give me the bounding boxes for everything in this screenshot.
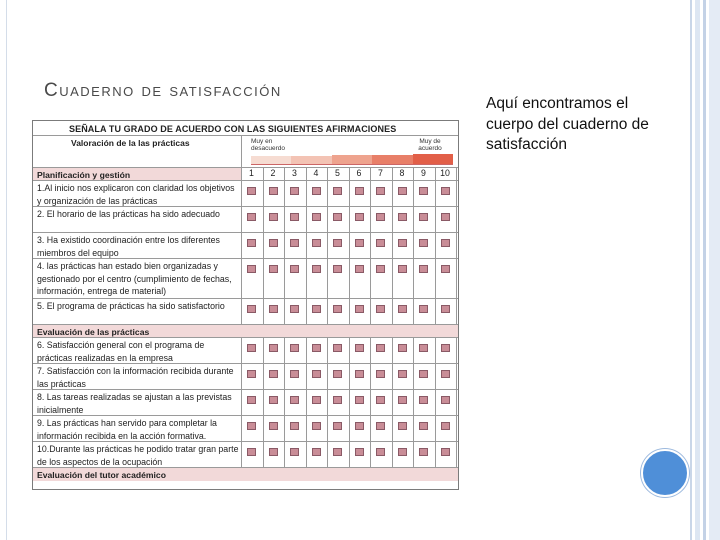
column-divider: [241, 233, 242, 259]
column-divider: [413, 364, 414, 390]
rating-checkbox[interactable]: [269, 213, 278, 221]
question-text: 3. Ha existido coordinación entre los diferentes miembros del equipo: [37, 235, 220, 258]
column-divider: [327, 416, 328, 442]
column-divider: [241, 390, 242, 416]
scale-low-label: Muy en desacuerdo: [251, 138, 285, 152]
column-divider: [241, 299, 242, 325]
rating-checkbox[interactable]: [247, 213, 256, 221]
column-divider: [241, 181, 242, 207]
decorative-stripe: [695, 0, 700, 540]
rating-checkbox[interactable]: [247, 370, 256, 378]
rating-checkbox[interactable]: [441, 239, 450, 247]
column-divider: [306, 442, 307, 468]
rating-checkbox[interactable]: [269, 265, 278, 273]
column-divider: [413, 338, 414, 364]
column-divider: [370, 338, 371, 364]
rating-checkbox[interactable]: [441, 344, 450, 352]
column-divider: [392, 299, 393, 325]
rating-checkbox[interactable]: [441, 187, 450, 195]
survey-header-title: SEÑALA TU GRADO DE ACUERDO CON LAS SIGUIENTES AFIRMACIONES: [69, 124, 397, 134]
section-header-row: [33, 324, 458, 338]
survey-question-row: [33, 363, 458, 390]
rating-checkbox[interactable]: [333, 187, 342, 195]
column-divider: [370, 299, 371, 325]
rating-checkbox[interactable]: [441, 422, 450, 430]
rating-checkbox[interactable]: [398, 305, 407, 313]
rating-checkbox[interactable]: [290, 239, 299, 247]
rating-checkbox[interactable]: [333, 344, 342, 352]
column-divider: [263, 259, 264, 299]
column-divider: [435, 233, 436, 259]
column-divider: [241, 338, 242, 364]
survey-subheader: Valoración de la las prácticas: [71, 138, 190, 148]
rating-checkbox[interactable]: [419, 344, 428, 352]
rating-checkbox[interactable]: [269, 187, 278, 195]
section-header-row: [33, 467, 458, 481]
rating-checkbox[interactable]: [376, 370, 385, 378]
rating-checkbox[interactable]: [312, 422, 321, 430]
scale-number: 7: [378, 168, 383, 178]
column-divider: [241, 207, 242, 233]
scale-gradient-step: [332, 155, 373, 164]
rating-checkbox[interactable]: [355, 344, 364, 352]
rating-checkbox[interactable]: [333, 422, 342, 430]
rating-checkbox[interactable]: [419, 265, 428, 273]
column-divider: [435, 338, 436, 364]
column-divider: [241, 442, 242, 468]
scale-number: 2: [270, 168, 276, 178]
rating-checkbox[interactable]: [247, 448, 256, 456]
column-divider: [327, 259, 328, 299]
column-divider: [370, 364, 371, 390]
column-divider: [435, 259, 436, 299]
scale-high-label: Muy de acuerdo: [418, 138, 442, 152]
scale-gradient-step: [413, 154, 454, 164]
column-divider: [306, 207, 307, 233]
rating-checkbox[interactable]: [419, 370, 428, 378]
rating-checkbox[interactable]: [419, 305, 428, 313]
decorative-stripe: [703, 0, 706, 540]
column-divider: [241, 416, 242, 442]
column-divider: [392, 390, 393, 416]
satisfaction-survey-form: [32, 120, 459, 490]
rating-checkbox[interactable]: [419, 239, 428, 247]
column-divider: [284, 299, 285, 325]
rating-checkbox[interactable]: [269, 396, 278, 404]
rating-checkbox[interactable]: [269, 370, 278, 378]
column-divider: [349, 442, 350, 468]
column-divider: [435, 364, 436, 390]
rating-checkbox[interactable]: [247, 239, 256, 247]
rating-checkbox[interactable]: [419, 422, 428, 430]
column-divider: [241, 364, 242, 390]
column-divider: [284, 364, 285, 390]
question-text: 6. Satisfacción general con el programa de prácticas realizadas en la empresa: [37, 340, 205, 363]
rating-checkbox[interactable]: [398, 448, 407, 456]
column-divider: [349, 299, 350, 325]
column-divider: [456, 338, 457, 364]
column-divider: [370, 207, 371, 233]
rating-checkbox[interactable]: [398, 370, 407, 378]
rating-checkbox[interactable]: [441, 370, 450, 378]
rating-checkbox[interactable]: [247, 396, 256, 404]
column-divider: [306, 390, 307, 416]
column-divider: [284, 390, 285, 416]
column-divider: [306, 233, 307, 259]
column-divider: [392, 442, 393, 468]
column-divider: [306, 181, 307, 207]
column-divider: [413, 233, 414, 259]
rating-checkbox[interactable]: [376, 213, 385, 221]
column-divider: [263, 364, 264, 390]
rating-checkbox[interactable]: [398, 239, 407, 247]
column-divider: [263, 299, 264, 325]
column-divider: [370, 390, 371, 416]
column-divider: [327, 338, 328, 364]
slide-title: Cuaderno de satisfacción: [44, 80, 282, 101]
section-title: Evaluación del tutor académico: [37, 470, 166, 480]
rating-checkbox[interactable]: [333, 370, 342, 378]
column-divider: [284, 207, 285, 233]
survey-question-row: [33, 337, 458, 364]
rating-checkbox[interactable]: [290, 422, 299, 430]
rating-checkbox[interactable]: [290, 448, 299, 456]
column-divider: [456, 233, 457, 259]
survey-header: [33, 121, 458, 167]
rating-checkbox[interactable]: [376, 265, 385, 273]
column-divider: [392, 207, 393, 233]
column-divider: [263, 207, 264, 233]
rating-checkbox[interactable]: [290, 396, 299, 404]
question-text: 4. las prácticas han estado bien organizadas y gestionado por el centro (cumplimiento de fechas, información, entrega de material): [37, 261, 232, 296]
column-divider: [413, 259, 414, 299]
column-divider: [456, 442, 457, 468]
rating-checkbox[interactable]: [290, 305, 299, 313]
column-divider: [327, 181, 328, 207]
rating-checkbox[interactable]: [333, 396, 342, 404]
rating-checkbox[interactable]: [333, 213, 342, 221]
rating-checkbox[interactable]: [441, 448, 450, 456]
rating-checkbox[interactable]: [312, 239, 321, 247]
column-divider: [263, 390, 264, 416]
rating-checkbox[interactable]: [376, 344, 385, 352]
rating-checkbox[interactable]: [290, 213, 299, 221]
survey-question-row: [33, 441, 458, 468]
column-divider: [392, 259, 393, 299]
scale-number: 1: [249, 168, 254, 178]
column-divider: [370, 442, 371, 468]
rating-checkbox[interactable]: [398, 213, 407, 221]
column-divider: [349, 233, 350, 259]
column-divider: [370, 233, 371, 259]
rating-checkbox[interactable]: [312, 213, 321, 221]
column-divider: [349, 338, 350, 364]
column-divider: [456, 207, 457, 233]
column-divider: [413, 442, 414, 468]
column-divider: [456, 390, 457, 416]
rating-checkbox[interactable]: [419, 396, 428, 404]
rating-checkbox[interactable]: [419, 213, 428, 221]
rating-checkbox[interactable]: [355, 305, 364, 313]
rating-checkbox[interactable]: [441, 213, 450, 221]
column-divider: [413, 390, 414, 416]
column-divider: [284, 259, 285, 299]
rating-checkbox[interactable]: [312, 187, 321, 195]
question-text: 10.Durante las prácticas he podido tratar gran parte de los aspectos de la ocupación: [37, 444, 239, 467]
column-divider: [370, 416, 371, 442]
scale-number: 9: [421, 168, 426, 178]
scale-number: 8: [399, 168, 405, 178]
rating-checkbox[interactable]: [333, 448, 342, 456]
column-divider: [349, 364, 350, 390]
column-divider: [284, 181, 285, 207]
column-divider: [413, 207, 414, 233]
question-text: 1.Al inicio nos explicaron con claridad los objetivos y organización de las prácticas: [37, 183, 235, 206]
rating-checkbox[interactable]: [269, 305, 278, 313]
rating-checkbox[interactable]: [441, 265, 450, 273]
column-divider: [456, 299, 457, 325]
survey-question-row: [33, 180, 458, 207]
rating-checkbox[interactable]: [355, 239, 364, 247]
rating-checkbox[interactable]: [355, 370, 364, 378]
column-divider: [349, 259, 350, 299]
rating-checkbox[interactable]: [376, 305, 385, 313]
header-divider: [33, 135, 458, 136]
column-divider: [392, 338, 393, 364]
rating-checkbox[interactable]: [312, 370, 321, 378]
scale-number: 3: [292, 168, 297, 178]
column-divider: [435, 442, 436, 468]
column-divider: [327, 233, 328, 259]
section-header-row: [33, 167, 458, 181]
rating-checkbox[interactable]: [269, 422, 278, 430]
rating-checkbox[interactable]: [333, 239, 342, 247]
column-divider: [413, 299, 414, 325]
survey-question-row: [33, 389, 458, 416]
rating-checkbox[interactable]: [355, 448, 364, 456]
column-divider: [349, 207, 350, 233]
column-divider: [435, 390, 436, 416]
scale-gradient-step: [251, 156, 292, 164]
rating-checkbox[interactable]: [247, 422, 256, 430]
slide-side-text: Aquí encontramos el cuerpo del cuaderno de satisfacción: [486, 95, 649, 153]
survey-question-row: [33, 258, 458, 299]
rating-checkbox[interactable]: [398, 422, 407, 430]
column-divider: [284, 442, 285, 468]
scale-gradient-step: [372, 155, 413, 164]
survey-question-row: [33, 298, 458, 325]
header-column-divider: [241, 136, 242, 167]
question-text: 8. Las tareas realizadas se ajustan a las previstas inicialmente: [37, 392, 232, 415]
column-divider: [284, 338, 285, 364]
scale-number: 4: [313, 168, 319, 178]
column-divider: [435, 181, 436, 207]
rating-checkbox[interactable]: [312, 305, 321, 313]
survey-question-row: [33, 415, 458, 442]
column-divider: [306, 338, 307, 364]
question-text: 5. El programa de prácticas ha sido satisfactorio: [37, 301, 225, 311]
rating-checkbox[interactable]: [419, 448, 428, 456]
column-divider: [435, 207, 436, 233]
column-divider: [327, 442, 328, 468]
rating-checkbox[interactable]: [355, 396, 364, 404]
question-text: 7. Satisfacción con la información recibida durante las prácticas: [37, 366, 234, 389]
survey-question-row: [33, 206, 458, 233]
decorative-circle: [641, 449, 689, 497]
column-divider: [370, 181, 371, 207]
scale-number: 6: [356, 168, 362, 178]
column-divider: [456, 259, 457, 299]
column-divider: [349, 416, 350, 442]
rating-checkbox[interactable]: [398, 265, 407, 273]
rating-checkbox[interactable]: [247, 305, 256, 313]
column-divider: [263, 233, 264, 259]
column-divider: [413, 416, 414, 442]
rating-checkbox[interactable]: [355, 187, 364, 195]
rating-checkbox[interactable]: [376, 396, 385, 404]
column-divider: [456, 416, 457, 442]
column-divider: [392, 233, 393, 259]
rating-checkbox[interactable]: [312, 344, 321, 352]
rating-checkbox[interactable]: [441, 305, 450, 313]
rating-checkbox[interactable]: [312, 265, 321, 273]
rating-checkbox[interactable]: [312, 448, 321, 456]
section-title: Planificación y gestión: [37, 170, 131, 180]
survey-question-row: [33, 232, 458, 259]
rating-checkbox[interactable]: [290, 265, 299, 273]
rating-checkbox[interactable]: [333, 265, 342, 273]
rating-checkbox[interactable]: [398, 187, 407, 195]
question-text: 2. El horario de las prácticas ha sido adecuado: [37, 209, 220, 219]
column-divider: [306, 364, 307, 390]
rating-checkbox[interactable]: [269, 448, 278, 456]
column-divider: [306, 416, 307, 442]
column-divider: [284, 233, 285, 259]
scale-baseline: [251, 164, 453, 165]
column-divider: [392, 416, 393, 442]
rating-checkbox[interactable]: [376, 239, 385, 247]
column-divider: [349, 390, 350, 416]
rating-checkbox[interactable]: [247, 344, 256, 352]
question-text: 9. Las prácticas han servido para completar la información recibida en la acción formativa.: [37, 418, 217, 441]
rating-checkbox[interactable]: [290, 187, 299, 195]
column-divider: [306, 299, 307, 325]
left-border-rule: [6, 0, 7, 540]
rating-checkbox[interactable]: [376, 422, 385, 430]
rating-checkbox[interactable]: [398, 396, 407, 404]
column-divider: [327, 390, 328, 416]
rating-checkbox[interactable]: [355, 265, 364, 273]
scale-gradient-step: [291, 156, 332, 164]
decorative-stripe: [709, 0, 720, 540]
rating-checkbox[interactable]: [247, 187, 256, 195]
column-divider: [349, 181, 350, 207]
rating-checkbox[interactable]: [355, 213, 364, 221]
column-divider: [435, 416, 436, 442]
rating-checkbox[interactable]: [290, 370, 299, 378]
section-title: Evaluación de las prácticas: [37, 327, 150, 337]
column-divider: [241, 259, 242, 299]
decorative-stripe: [690, 0, 692, 540]
column-divider: [392, 364, 393, 390]
column-divider: [263, 442, 264, 468]
rating-checkbox[interactable]: [333, 305, 342, 313]
column-divider: [327, 299, 328, 325]
rating-checkbox[interactable]: [269, 239, 278, 247]
column-divider: [456, 181, 457, 207]
column-divider: [263, 416, 264, 442]
column-divider: [370, 259, 371, 299]
scale-number: 5: [335, 168, 340, 178]
rating-checkbox[interactable]: [398, 344, 407, 352]
rating-checkbox[interactable]: [355, 422, 364, 430]
rating-checkbox[interactable]: [376, 448, 385, 456]
column-divider: [327, 364, 328, 390]
rating-checkbox[interactable]: [290, 344, 299, 352]
rating-checkbox[interactable]: [441, 396, 450, 404]
column-divider: [306, 259, 307, 299]
scale-number: 10: [440, 168, 450, 178]
rating-checkbox[interactable]: [247, 265, 256, 273]
column-divider: [284, 416, 285, 442]
rating-checkbox[interactable]: [376, 187, 385, 195]
rating-checkbox[interactable]: [312, 396, 321, 404]
column-divider: [456, 364, 457, 390]
column-divider: [392, 181, 393, 207]
column-divider: [327, 207, 328, 233]
rating-checkbox[interactable]: [269, 344, 278, 352]
column-divider: [263, 338, 264, 364]
rating-checkbox[interactable]: [419, 187, 428, 195]
column-divider: [435, 299, 436, 325]
column-divider: [413, 181, 414, 207]
column-divider: [263, 181, 264, 207]
